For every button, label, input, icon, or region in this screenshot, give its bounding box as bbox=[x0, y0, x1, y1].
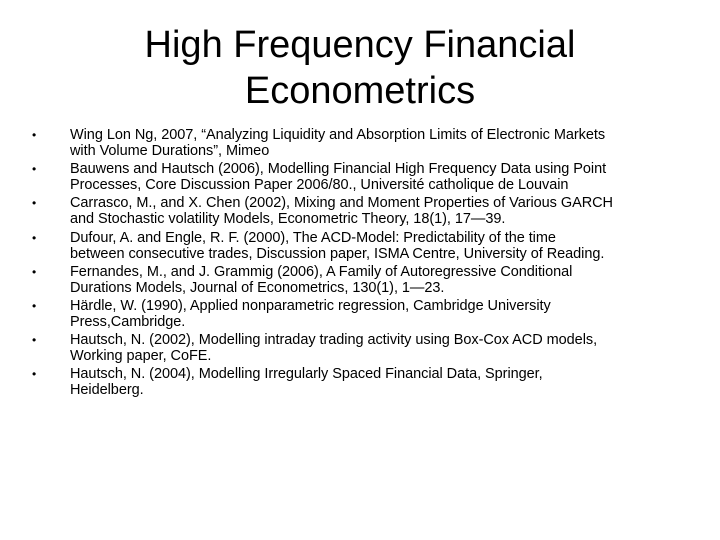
reference-text bbox=[70, 366, 702, 398]
reference-item bbox=[32, 230, 702, 264]
reference-line: Processes, Core Discussion Paper 2006/80., Université catholique de Louvain bbox=[70, 177, 569, 194]
reference-line: Heidelberg. bbox=[70, 382, 144, 399]
reference-item bbox=[32, 195, 702, 229]
reference-text bbox=[70, 298, 702, 330]
reference-text bbox=[70, 127, 702, 159]
reference-line: Hautsch, N. (2002), Modelling intraday trading activity using Box-Cox ACD models, bbox=[70, 332, 598, 349]
reference-item bbox=[32, 264, 702, 298]
bullet-icon: • bbox=[32, 162, 37, 177]
reference-item bbox=[32, 298, 702, 332]
bullet-icon: • bbox=[32, 196, 37, 211]
bullet-icon: • bbox=[32, 230, 37, 245]
reference-line: Working paper, CoFE. bbox=[70, 348, 212, 365]
reference-text bbox=[70, 332, 702, 364]
reference-list bbox=[32, 127, 702, 401]
slide-title bbox=[0, 22, 720, 114]
bullet-icon: • bbox=[32, 264, 37, 279]
reference-line: Durations Models, Journal of Econometrics, 130(1), 1—23. bbox=[70, 279, 445, 296]
reference-line: Press,Cambridge. bbox=[70, 313, 186, 330]
slide-title-line-2: Econometrics bbox=[244, 70, 476, 112]
slide-title-line-1: High Frequency Financial bbox=[144, 24, 576, 66]
reference-line: Bauwens and Hautsch (2006), Modelling Financial High Frequency Data using Point bbox=[70, 161, 607, 178]
reference-line: Fernandes, M., and J. Grammig (2006), A Family of Autoregressive Conditional bbox=[70, 263, 573, 280]
reference-item bbox=[32, 366, 702, 400]
reference-line: Carrasco, M., and X. Chen (2002), Mixing and Moment Properties of Various GARCH bbox=[70, 195, 613, 212]
reference-text bbox=[70, 230, 702, 262]
reference-text bbox=[70, 195, 702, 227]
bullet-icon: • bbox=[32, 367, 37, 382]
reference-line: between consecutive trades, Discussion paper, ISMA Centre, University of Reading. bbox=[70, 245, 605, 262]
reference-line: and Stochastic volatility Models, Econometric Theory, 18(1), 17—39. bbox=[70, 211, 506, 228]
bullet-icon: • bbox=[32, 333, 37, 348]
reference-line: Dufour, A. and Engle, R. F. (2000), The ACD-Model: Predictability of the time bbox=[70, 229, 556, 246]
reference-item bbox=[32, 161, 702, 195]
reference-line: Härdle, W. (1990), Applied nonparametric regression, Cambridge University bbox=[70, 297, 551, 314]
reference-item bbox=[32, 127, 702, 161]
bullet-icon: • bbox=[32, 298, 37, 313]
reference-line: Hautsch, N. (2004), Modelling Irregularly Spaced Financial Data, Springer, bbox=[70, 366, 543, 383]
bullet-icon: • bbox=[32, 128, 37, 142]
reference-line: with Volume Durations”, Mimeo bbox=[70, 143, 270, 159]
reference-text bbox=[70, 264, 702, 296]
reference-item bbox=[32, 332, 702, 366]
reference-line: Wing Lon Ng, 2007, “Analyzing Liquidity and Absorption Limits of Electronic Markets bbox=[70, 127, 606, 143]
reference-text bbox=[70, 161, 702, 193]
